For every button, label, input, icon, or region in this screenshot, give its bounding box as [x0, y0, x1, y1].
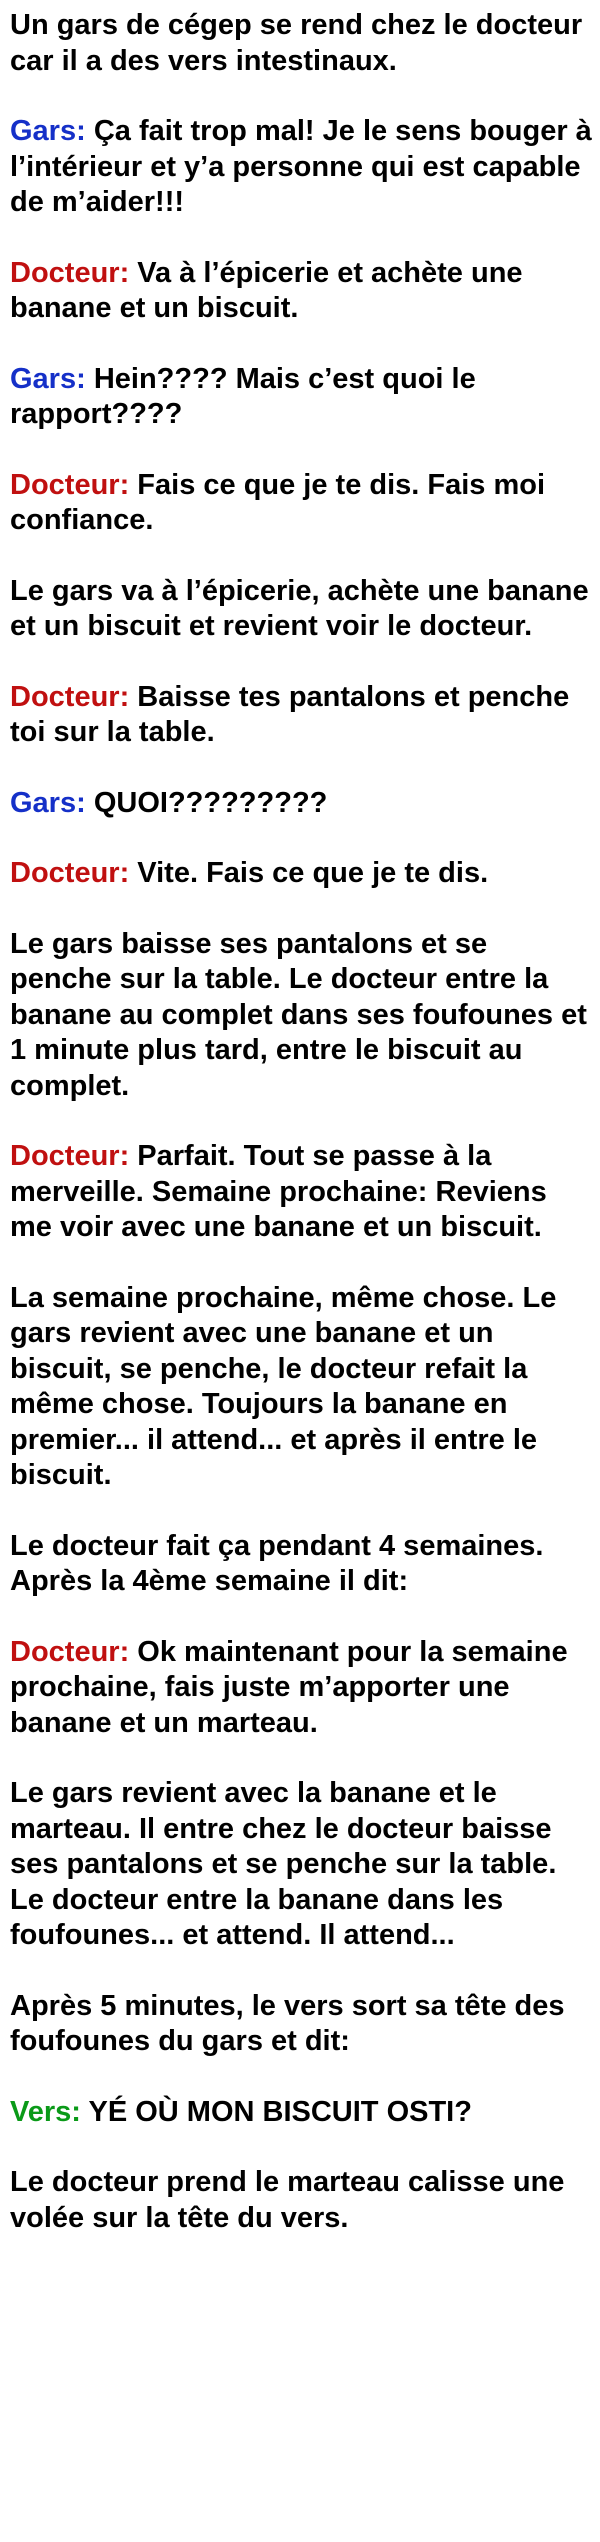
narration-text: Un gars de cégep se rend chez le docteur car il a des vers intestinaux.: [10, 9, 583, 77]
narration-paragraph: [10, 1529, 594, 1600]
speaker-label-gars: Gars:: [10, 115, 86, 147]
speaker-label-docteur: Docteur:: [10, 1140, 130, 1172]
dialogue-text: Baisse tes pantalons et penche toi sur la table.: [10, 680, 570, 748]
dialogue-text: Vite. Fais ce que je te dis.: [137, 857, 489, 889]
dialogue-text: QUOI?????????: [93, 786, 328, 819]
narration-paragraph: [10, 1776, 594, 1954]
narration-text: La semaine prochaine, même chose. Le gars revient avec une banane et un biscuit, se penche, le docteur refait la même chose. Toujours la banane en premier... il attend... et après il entre le biscuit.: [10, 1281, 557, 1491]
narration-text: Le docteur fait ça pendant 4 semaines. Après la 4ème semaine il dit:: [10, 1529, 544, 1597]
dialogue-gars: [10, 362, 594, 433]
narration-text: Après 5 minutes, le vers sort sa tête des foufounes du gars et dit:: [10, 1989, 565, 2057]
dialogue-docteur: [10, 1139, 594, 1246]
speaker-label-docteur: Docteur:: [10, 256, 130, 289]
narration-paragraph: [10, 8, 594, 79]
narration-text: Le gars revient avec la banane et le marteau. Il entre chez le docteur baisse ses pantalons et se penche sur la table. Le docteur entre la banane dans les foufounes... et attend. Il attend...: [10, 1777, 557, 1951]
narration-paragraph: [10, 574, 594, 645]
dialogue-text: Ça fait trop mal! Je le sens bouger à l’intérieur et y’a personne qui est capable de m’aider!!!: [10, 115, 592, 218]
speaker-label-docteur: Docteur:: [10, 680, 130, 713]
dialogue-gars: [10, 786, 594, 822]
speaker-label-gars: Gars:: [10, 786, 86, 819]
narration-paragraph: [10, 1989, 594, 2060]
dialogue-gars: [10, 114, 594, 221]
dialogue-docteur: [10, 680, 594, 751]
dialogue-vers: [10, 2095, 594, 2131]
speaker-label-docteur: Docteur:: [10, 857, 130, 889]
dialogue-docteur: [10, 256, 594, 327]
narration-paragraph: [10, 927, 594, 1105]
speaker-label-docteur: Docteur:: [10, 468, 130, 501]
narration-text: Le docteur prend le marteau calisse une volée sur la tête du vers.: [10, 2166, 565, 2234]
speaker-label-gars: Gars:: [10, 362, 86, 395]
dialogue-docteur: [10, 468, 594, 539]
dialogue-docteur: [10, 856, 594, 892]
dialogue-text: Fais ce que je te dis. Fais moi confiance.: [10, 468, 546, 536]
narration-text: Le gars baisse ses pantalons et se penche sur la table. Le docteur entre la banane au complet dans ses foufounes et 1 minute plus tard, entre le biscuit au complet.: [10, 927, 587, 1102]
dialogue-text: Parfait. Tout se passe à la merveille. Semaine prochaine: Reviens me voir avec une banane et un biscuit.: [10, 1140, 547, 1243]
dialogue-text: Hein???? Mais c’est quoi le rapport????: [10, 362, 476, 430]
speaker-label-docteur: Docteur:: [10, 1635, 130, 1668]
dialogue-text: Va à l’épicerie et achète une banane et un biscuit.: [10, 256, 523, 324]
dialogue-text: YÉ OÙ MON BISCUIT OSTI?: [88, 2095, 472, 2128]
dialogue-text: Ok maintenant pour la semaine prochaine, fais juste m’apporter une banane et un marteau.: [10, 1635, 568, 1739]
narration-text: Le gars va à l’épicerie, achète une banane et un biscuit et revient voir le docteur.: [10, 574, 589, 642]
speaker-label-vers: Vers:: [10, 2095, 81, 2128]
narration-paragraph: [10, 2165, 594, 2236]
narration-paragraph: [10, 1281, 594, 1494]
dialogue-docteur: [10, 1635, 594, 1742]
